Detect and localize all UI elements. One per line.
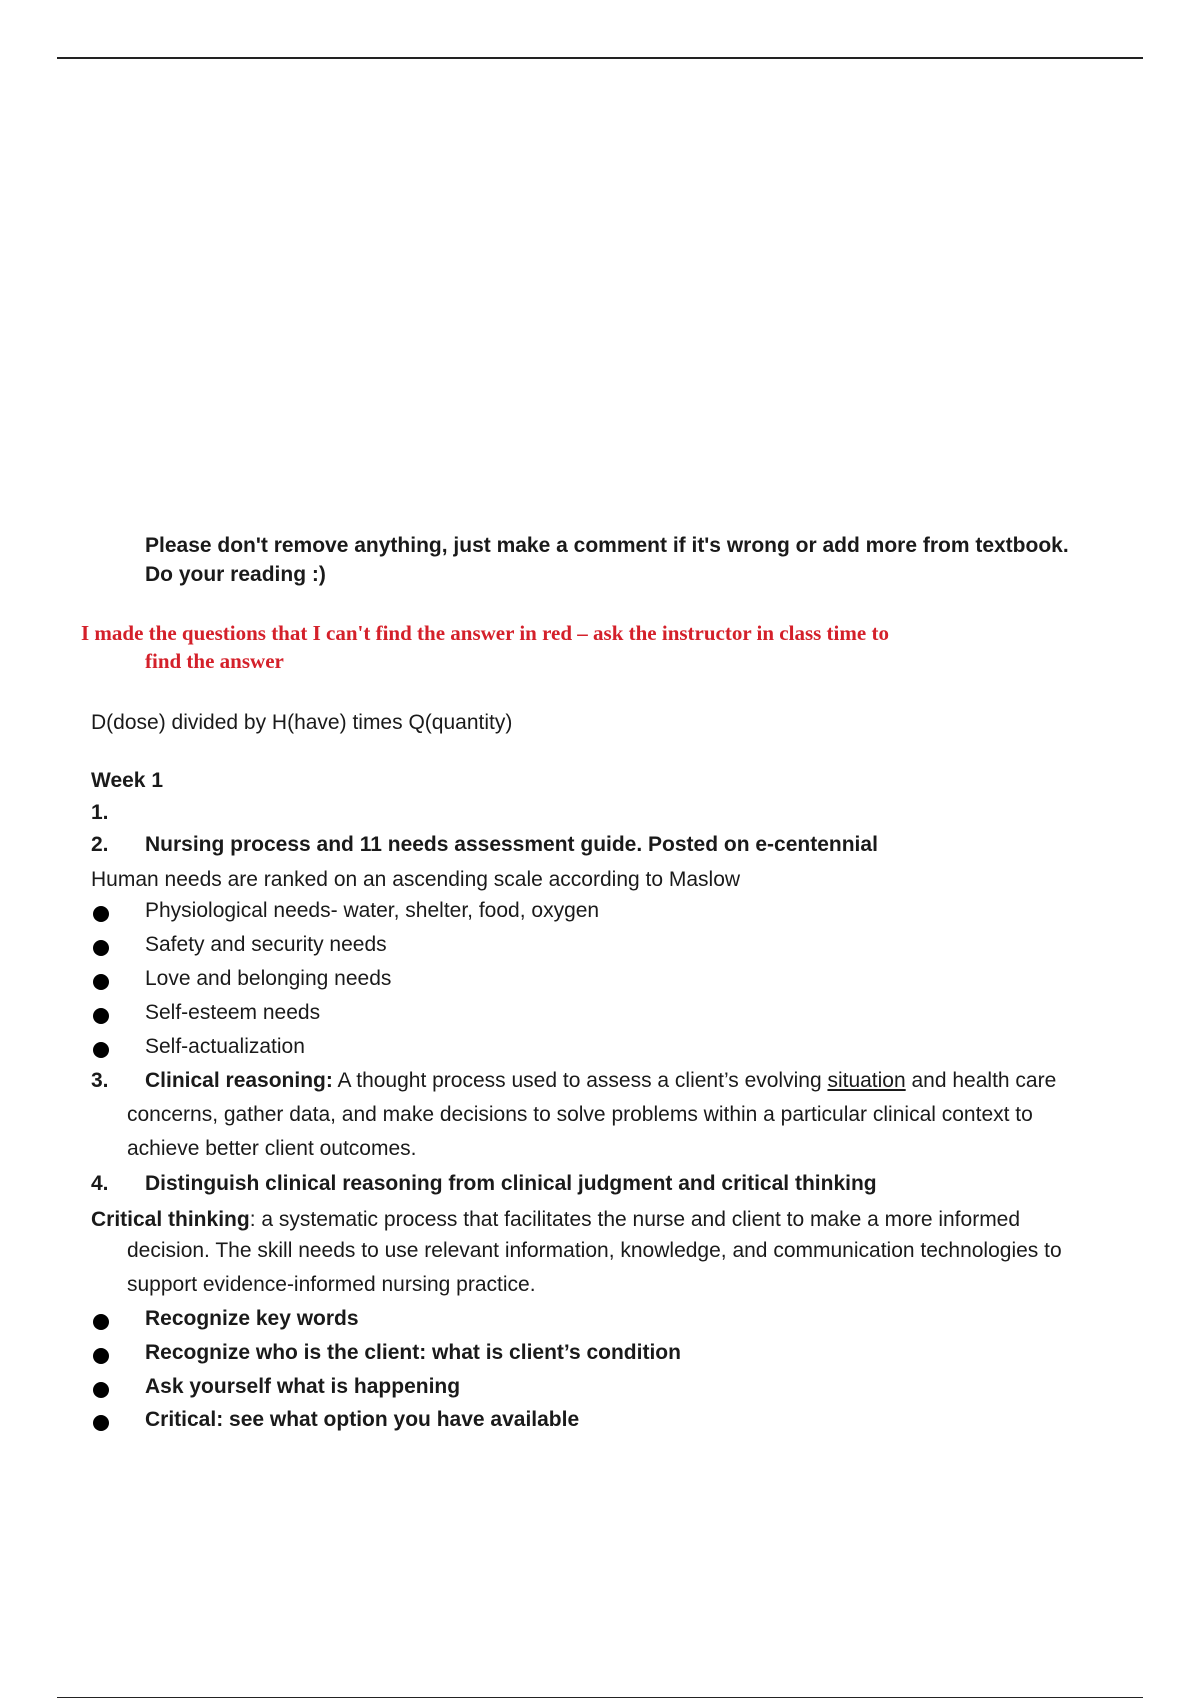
maslow-need-item: Physiological needs- water, shelter, food, oxygen: [145, 899, 600, 922]
clinical-reasoning-text-a: A thought process used to assess a client’s evolving: [332, 1069, 828, 1092]
maslow-need-item: Safety and security needs: [145, 933, 387, 956]
week-heading: Week 1: [91, 769, 163, 792]
bullet-icon: [93, 906, 109, 922]
critical-thinking-def: : a systematic process that facilitates the nurse and client to make a more informed: [249, 1208, 1021, 1231]
bullet-icon: [93, 1008, 109, 1024]
header-rule: [57, 57, 1143, 59]
maslow-need-item: Love and belonging needs: [145, 967, 392, 990]
item-3-number: 3.: [91, 1069, 109, 1092]
bullet-icon: [93, 1415, 109, 1431]
critical-bullet-item: Critical: see what option you have available: [145, 1408, 580, 1431]
footer-rule: [57, 1697, 1143, 1698]
critical-bullet-item: Ask yourself what is happening: [145, 1375, 461, 1398]
critical-thinking-line-1: [91, 1206, 1020, 1234]
critical-thinking-line-3: support evidence-informed nursing practice.: [127, 1273, 536, 1296]
critical-thinking-term: Critical thinking: [91, 1208, 250, 1231]
bullet-icon: [93, 1314, 109, 1330]
bullet-icon: [93, 1042, 109, 1058]
bullet-icon: [93, 1348, 109, 1364]
bullet-icon: [93, 974, 109, 990]
clinical-reasoning-term: Clinical reasoning:: [145, 1069, 333, 1092]
critical-bullet-item: Recognize who is the client: what is client’s condition: [145, 1341, 681, 1364]
item-4-number: 4.: [91, 1172, 109, 1195]
item-2-title: Nursing process and 11 needs assessment guide. Posted on e-centennial: [145, 833, 878, 856]
clinical-reasoning-text-b: and health care: [905, 1069, 1057, 1092]
instruction-line-1: Please don't remove anything, just make a comment if it's wrong or add more from textbook.: [145, 534, 1069, 557]
bullet-icon: [93, 940, 109, 956]
clinical-reasoning-underlined: situation: [827, 1069, 906, 1092]
item-3-line-3: achieve better client outcomes.: [127, 1137, 417, 1160]
instruction-line-2: Do your reading :): [145, 563, 326, 586]
red-note-line-1: I made the questions that I can't find the answer in red – ask the instructor in class time to: [81, 621, 889, 645]
item-4-title: Distinguish clinical reasoning from clinical judgment and critical thinking: [145, 1172, 877, 1195]
item-3-line-1: [145, 1069, 1056, 1093]
maslow-need-item: Self-actualization: [145, 1035, 305, 1058]
dosage-formula: D(dose) divided by H(have) times Q(quantity): [91, 711, 513, 734]
maslow-need-item: Self-esteem needs: [145, 1001, 321, 1024]
item-1-number: 1.: [91, 801, 109, 824]
maslow-intro: Human needs are ranked on an ascending scale according to Maslow: [91, 868, 741, 891]
red-note-line-2: find the answer: [145, 649, 284, 673]
item-2-number: 2.: [91, 833, 109, 856]
critical-thinking-line-2: decision. The skill needs to use relevant information, knowledge, and communication technologies to: [127, 1239, 1062, 1262]
bullet-icon: [93, 1382, 109, 1398]
critical-bullet-item: Recognize key words: [145, 1307, 359, 1330]
item-3-line-2: concerns, gather data, and make decisions to solve problems within a particular clinical context to: [127, 1103, 1033, 1126]
